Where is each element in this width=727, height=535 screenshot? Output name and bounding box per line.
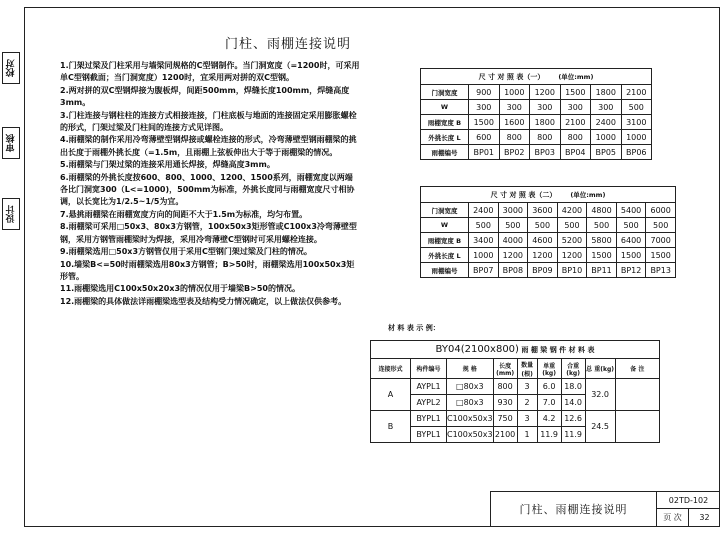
table-row — [421, 203, 676, 218]
table-row — [421, 85, 652, 100]
table-row — [421, 248, 676, 263]
table-row — [421, 100, 652, 115]
cell: 1800 — [591, 85, 622, 100]
cell: 300 — [499, 100, 530, 115]
cell: 800 — [499, 130, 530, 145]
material-example-label: 材 料 表 示 例： — [388, 324, 440, 332]
cell: 500 — [469, 218, 499, 233]
cell: BP09 — [528, 263, 558, 278]
cell: 500 — [646, 218, 676, 233]
note-10: 10.墙梁B<=50时雨棚梁选用80x3方钢管；B>50时，雨棚梁选用100x50x3矩形管。 — [60, 259, 355, 281]
part-spec: C100x50x3 — [447, 427, 494, 443]
cell: 500 — [621, 100, 652, 115]
row-label: 外挑长度 L — [421, 130, 469, 145]
part-unit-weight: 4.2 — [537, 411, 561, 427]
remark — [615, 379, 659, 411]
cell: 500 — [557, 218, 587, 233]
cell: 6400 — [616, 233, 646, 248]
cell: 3000 — [498, 203, 528, 218]
cell: 1000 — [621, 130, 652, 145]
cell: 1500 — [646, 248, 676, 263]
part-qty: 2 — [517, 395, 537, 411]
drawing-code: 02TD-102 — [656, 492, 720, 509]
note-7: 7.悬挑雨棚梁在雨棚宽度方向的间距不大于1.5m为标准，均匀布置。 — [60, 209, 308, 219]
cell: 2100 — [621, 85, 652, 100]
column-header: 总 重(kg) — [585, 359, 615, 379]
cell: 1500 — [587, 248, 617, 263]
side-tab-proofread: 校对 — [2, 52, 20, 84]
cell: 3400 — [469, 233, 499, 248]
size-table-1-caption — [421, 69, 652, 85]
note-6: 6.雨棚梁的外挑长度按600、800、1000、1200、1500系列，雨棚宽度以两端各比门洞宽300（L<=1000)，500mm为标准，外挑长度同与雨棚宽度尺寸相协调，以长宽比为1/2.5~1/5为宜。 — [60, 172, 355, 207]
cell: 2400 — [591, 115, 622, 130]
cell: 4600 — [528, 233, 558, 248]
cell: 5200 — [557, 233, 587, 248]
page-info — [656, 509, 720, 526]
material-table — [370, 340, 660, 443]
cell: 6000 — [646, 203, 676, 218]
cell: 300 — [560, 100, 591, 115]
cell: BP12 — [616, 263, 646, 278]
cell: 500 — [587, 218, 617, 233]
material-table-caption — [371, 341, 660, 359]
size-table-2 — [420, 186, 676, 278]
cell: 1000 — [499, 85, 530, 100]
cell: 3100 — [621, 115, 652, 130]
table-row — [421, 218, 676, 233]
cell: 7000 — [646, 233, 676, 248]
note-1: 1.门架过梁及门柱采用与墙梁同规格的C型钢制作。当门洞宽度（=1200时，可采用单C型钢截面；当门洞宽度）1200时，宜采用两对拼的双C型钢。 — [60, 61, 360, 83]
cell: 800 — [530, 130, 561, 145]
caption-text: 雨 棚 梁 钢 件 材 料 表 — [518, 346, 595, 354]
caption-unit: (单位:mm) — [570, 190, 606, 199]
group-total: 32.0 — [585, 379, 615, 411]
part-length: 800 — [493, 379, 517, 395]
cell: 4800 — [587, 203, 617, 218]
table-row — [371, 411, 660, 427]
cell: 1200 — [498, 248, 528, 263]
table-row — [421, 145, 652, 160]
cell: BP03 — [530, 145, 561, 160]
part-length: 750 — [493, 411, 517, 427]
column-header: 数量(根) — [517, 359, 537, 379]
cell: 1500 — [616, 248, 646, 263]
cell: 5400 — [616, 203, 646, 218]
cell: BP07 — [469, 263, 499, 278]
note-2: 2.两对拼的双C型钢焊接为腹板焊，间距500mm，焊缝长度100mm，焊缝高度3mm。 — [60, 85, 350, 108]
cell: BP01 — [469, 145, 500, 160]
part-unit-weight: 6.0 — [537, 379, 561, 395]
part-spec: □80x3 — [447, 379, 494, 395]
row-label: 雨棚编号 — [421, 263, 469, 278]
cell: 300 — [591, 100, 622, 115]
part-id: BYPL1 — [411, 427, 447, 443]
cell: 500 — [528, 218, 558, 233]
cell: 1600 — [499, 115, 530, 130]
page-number: 32 — [688, 509, 720, 526]
column-header: 规 格 — [447, 359, 494, 379]
cell: 2400 — [469, 203, 499, 218]
part-spec: C100x50x3 — [447, 411, 494, 427]
cell: BP08 — [498, 263, 528, 278]
caption-text: 尺 寸 对 照 表（一） — [478, 72, 545, 81]
caption-unit: (单位:mm) — [558, 72, 594, 81]
side-tab-review: 审核 — [2, 127, 20, 159]
table-row — [421, 263, 676, 278]
cell: 1000 — [469, 248, 499, 263]
note-4: 4.雨棚梁的制作采用冷弯薄壁型钢焊接或螺栓连接的形式，冷弯薄壁型钢雨棚梁的挑出长度于雨棚外挑长度（=1.5m，且雨棚上弦板伸出大于等于雨棚梁的情况。 — [60, 135, 357, 157]
cell: 600 — [469, 130, 500, 145]
column-header: 备 注 — [615, 359, 659, 379]
table-header-row — [371, 359, 660, 379]
title-block-title: 门柱、雨棚连接说明 — [519, 503, 628, 516]
cell: BP11 — [587, 263, 617, 278]
cell: 300 — [530, 100, 561, 115]
part-unit-weight: 7.0 — [537, 395, 561, 411]
page-label: 页 次 — [663, 513, 682, 522]
part-id: BYPL1 — [411, 411, 447, 427]
part-qty: 1 — [517, 427, 537, 443]
cell: 4000 — [498, 233, 528, 248]
side-tab-design: 设计 — [2, 198, 20, 230]
row-label: 门洞宽度 — [421, 203, 469, 218]
part-id: AYPL1 — [411, 379, 447, 395]
title-block — [490, 491, 720, 527]
size-table-2-caption — [421, 187, 676, 203]
size-table-1 — [420, 68, 652, 160]
cell: 1500 — [469, 115, 500, 130]
cell: BP06 — [621, 145, 652, 160]
cell: 1200 — [528, 248, 558, 263]
column-header: 构件编号 — [411, 359, 447, 379]
group-total: 24.5 — [585, 411, 615, 443]
connection-form: A — [371, 379, 411, 411]
part-unit-weight: 11.9 — [537, 427, 561, 443]
cell: 500 — [616, 218, 646, 233]
row-label: 雨棚宽度 B — [421, 233, 469, 248]
cell: 1500 — [560, 85, 591, 100]
part-id: AYPL2 — [411, 395, 447, 411]
cell: 1200 — [557, 248, 587, 263]
cell: 4200 — [557, 203, 587, 218]
notes-list — [60, 60, 360, 308]
cell: BP10 — [557, 263, 587, 278]
note-8: 8.雨棚梁可采用□50x3、80x3方钢管，100x50x3矩形管或C100x3冷弯薄壁型钢，采用方钢管雨棚梁时为焊接，采用冷弯薄壁C型钢时可采用螺栓连接。 — [60, 222, 357, 244]
part-sum-weight: 18.0 — [561, 379, 585, 395]
cell: BP04 — [560, 145, 591, 160]
cell: BP13 — [646, 263, 676, 278]
part-length: 930 — [493, 395, 517, 411]
column-header: 合重(kg) — [561, 359, 585, 379]
column-header: 连接形式 — [371, 359, 411, 379]
part-spec: □80x3 — [447, 395, 494, 411]
cell: 300 — [469, 100, 500, 115]
caption-text: 尺 寸 对 照 表（二） — [490, 190, 557, 199]
cell: 800 — [560, 130, 591, 145]
cell: BP05 — [591, 145, 622, 160]
cell: 1200 — [530, 85, 561, 100]
cell: 1800 — [530, 115, 561, 130]
part-qty: 3 — [517, 379, 537, 395]
row-label: 雨棚宽度 B — [421, 115, 469, 130]
note-11: 11.雨棚梁选用C100x50x20x3的情况仅用于墙梁B>50的情况。 — [60, 284, 300, 294]
cell: 3600 — [528, 203, 558, 218]
part-sum-weight: 12.6 — [561, 411, 585, 427]
cell: 500 — [498, 218, 528, 233]
caption-code: BY04(2100x800) — [435, 344, 519, 355]
row-label: W — [421, 100, 469, 115]
table-row — [421, 233, 676, 248]
note-3: 3.门柱连接与钢柱柱的连接方式相接连接，门柱底板与地面的连接固定采用膨胀螺栓的形式，门架过梁及门柱间的连接方式见详图。 — [60, 110, 357, 133]
row-label: 外挑长度 L — [421, 248, 469, 263]
column-header: 长度(mm) — [493, 359, 517, 379]
part-sum-weight: 11.9 — [561, 427, 585, 443]
column-header: 单重(kg) — [537, 359, 561, 379]
row-label: 雨棚编号 — [421, 145, 469, 160]
remark — [615, 411, 659, 443]
cell: 1000 — [591, 130, 622, 145]
row-label: 门洞宽度 — [421, 85, 469, 100]
row-label: W — [421, 218, 469, 233]
part-length: 2100 — [493, 427, 517, 443]
cell: 5800 — [587, 233, 617, 248]
part-sum-weight: 14.0 — [561, 395, 585, 411]
part-qty: 3 — [517, 411, 537, 427]
table-row — [421, 115, 652, 130]
note-5: 5.雨棚梁与门架过梁的连接采用通长焊接，焊缝高度3mm。 — [60, 160, 275, 170]
cell: 2100 — [560, 115, 591, 130]
note-12: 12.雨棚梁的具体做法详雨棚梁选型表及结构受力情况确定，以上做法仅供参考。 — [60, 296, 347, 306]
note-9: 9.雨棚梁选用□50x3方钢管仅用于采用C型钢门架过梁及门柱的情况。 — [60, 247, 312, 257]
cell: BP02 — [499, 145, 530, 160]
table-row — [371, 379, 660, 395]
connection-form: B — [371, 411, 411, 443]
cell: 900 — [469, 85, 500, 100]
table-row — [421, 130, 652, 145]
page-title: 门柱、雨棚连接说明 — [225, 37, 352, 52]
